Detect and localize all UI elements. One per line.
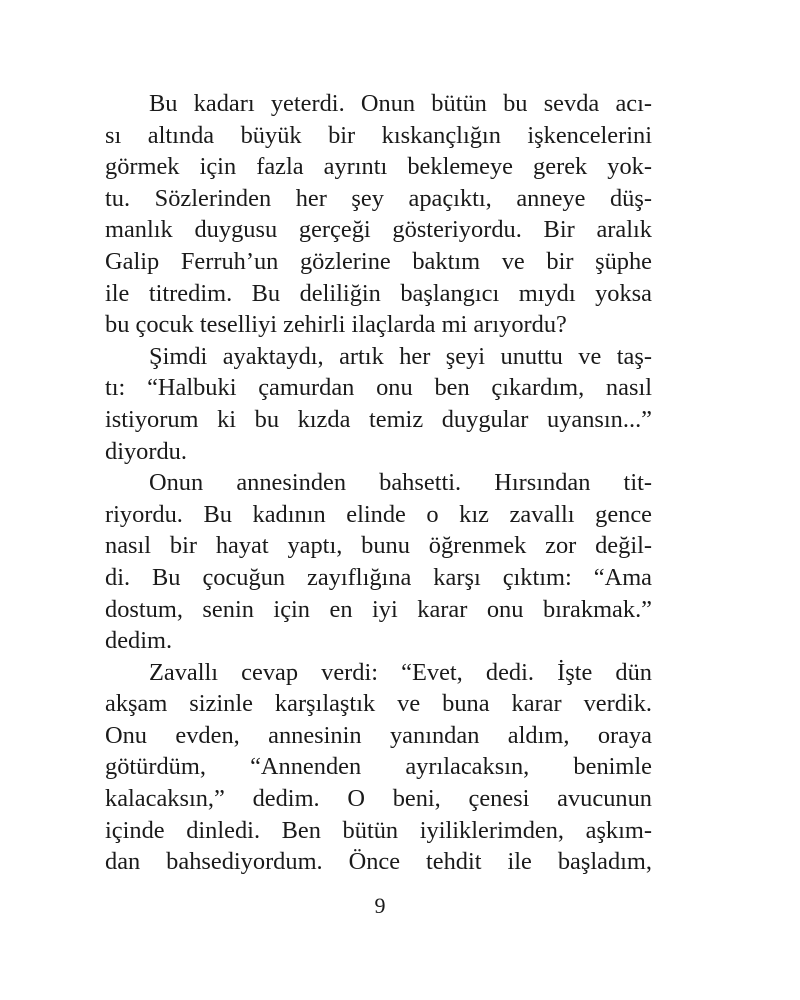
paragraph-1 [105, 88, 652, 341]
text-line: dan bahsediyordum. Önce tehdit ile başladım, [105, 848, 652, 876]
paragraph-2 [105, 341, 652, 467]
text-line: akşam sizinle karşılaştık ve buna karar verdik. [105, 690, 652, 718]
text-line: götürdüm, “Annenden ayrılacaksın, benimle [105, 753, 652, 781]
text-line: Onun annesinden bahsetti. Hırsından tit- [149, 469, 652, 497]
text-line: ile titredim. Bu deliliğin başlangıcı mıydı yoksa [105, 279, 652, 307]
text-line: tu. Sözlerinden her şey apaçıktı, anneye düş- [105, 184, 652, 212]
text-line: manlık duygusu gerçeği gösteriyordu. Bir aralık [105, 216, 652, 244]
paragraph-3 [105, 467, 652, 657]
text-line: sı altında büyük bir kıskançlığın işkencelerini [105, 121, 652, 149]
text-line: diyordu. [105, 437, 187, 465]
text-line: Zavallı cevap verdi: “Evet, dedi. İşte dün [149, 658, 652, 686]
text-line: Bu kadarı yeterdi. Onun bütün bu sevda acı- [149, 90, 652, 117]
text-line: içinde dinledi. Ben bütün iyiliklerimden, aşkım- [105, 816, 652, 844]
page-body [105, 88, 652, 878]
text-line: Galip Ferruh’un gözlerine baktım ve bir şüphe [105, 247, 652, 275]
text-line: görmek için fazla ayrıntı beklemeye gerek yok- [105, 153, 652, 181]
text-line: bu çocuk teselliyi zehirli ilaçlarda mi arıyordu? [105, 311, 567, 339]
text-line: dedim. [105, 627, 173, 655]
paragraph-4 [105, 657, 652, 878]
text-line: istiyorum ki bu kızda temiz duygular uyansın...” [105, 405, 652, 433]
text-line: Şimdi ayaktaydı, artık her şeyi unuttu ve taş- [149, 342, 652, 370]
text-line: kalacaksın,” dedim. O beni, çenesi avucunun [105, 785, 652, 813]
text-line: dostum, senin için en iyi karar onu bırakmak.” [105, 595, 652, 623]
text-line: Onu evden, annesinin yanından aldım, oraya [105, 721, 652, 749]
text-line: tı: “Halbuki çamurdan onu ben çıkardım, nasıl [105, 374, 652, 402]
text-line: riyordu. Bu kadının elinde o kız zavallı gence [105, 500, 652, 528]
page-number: 9 [374, 893, 386, 918]
text-line: nasıl bir hayat yaptı, bunu öğrenmek zor değil- [105, 532, 652, 560]
text-line: di. Bu çocuğun zayıflığına karşı çıktım: “Ama [105, 563, 652, 591]
